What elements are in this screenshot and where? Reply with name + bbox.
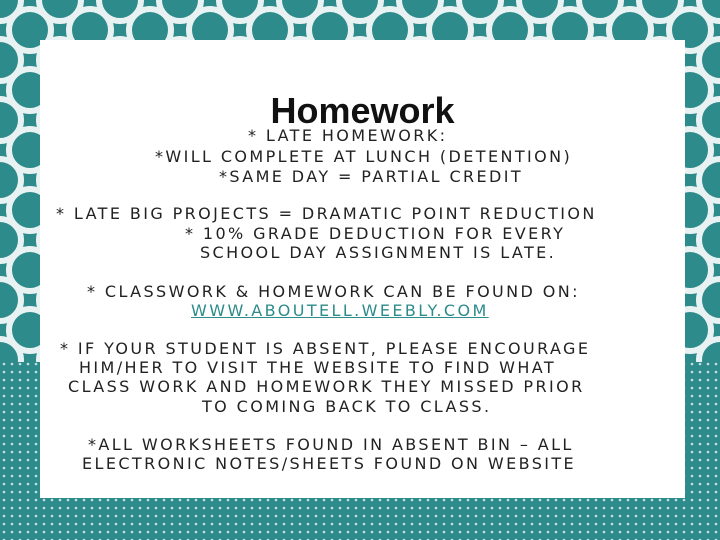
late-homework-partial-credit: *SAME DAY = PARTIAL CREDIT: [219, 167, 524, 186]
big-projects-heading: * LATE BIG PROJECTS = DRAMATIC POINT REDUCTION: [56, 204, 597, 223]
big-projects-deduction: * 10% GRADE DEDUCTION FOR EVERY: [185, 224, 566, 243]
big-projects-late: SCHOOL DAY ASSIGNMENT IS LATE.: [200, 243, 557, 262]
absent-line-1: * IF YOUR STUDENT IS ABSENT, PLEASE ENCOURAGE: [60, 339, 591, 358]
worksheets-line-2: ELECTRONIC NOTES/SHEETS FOUND ON WEBSITE: [82, 454, 577, 473]
worksheets-line-1: *ALL WORKSHEETS FOUND IN ABSENT BIN – ALL: [88, 435, 574, 454]
classwork-line: * CLASSWORK & HOMEWORK CAN BE FOUND ON:: [87, 282, 580, 301]
absent-line-4: TO COMING BACK TO CLASS.: [202, 397, 492, 416]
late-homework-detention: *WILL COMPLETE AT LUNCH (DETENTION): [155, 147, 573, 166]
absent-line-2: HIM/HER TO VISIT THE WEBSITE TO FIND WHAT: [79, 358, 557, 377]
absent-line-3: CLASS WORK AND HOMEWORK THEY MISSED PRIOR: [68, 377, 585, 396]
slide-title: Homework: [270, 90, 455, 131]
website-link[interactable]: WWW.ABOUTELL.WEEBLY.COM: [191, 301, 489, 320]
content-card: [40, 40, 685, 498]
late-homework-heading: * LATE HOMEWORK:: [248, 126, 448, 145]
